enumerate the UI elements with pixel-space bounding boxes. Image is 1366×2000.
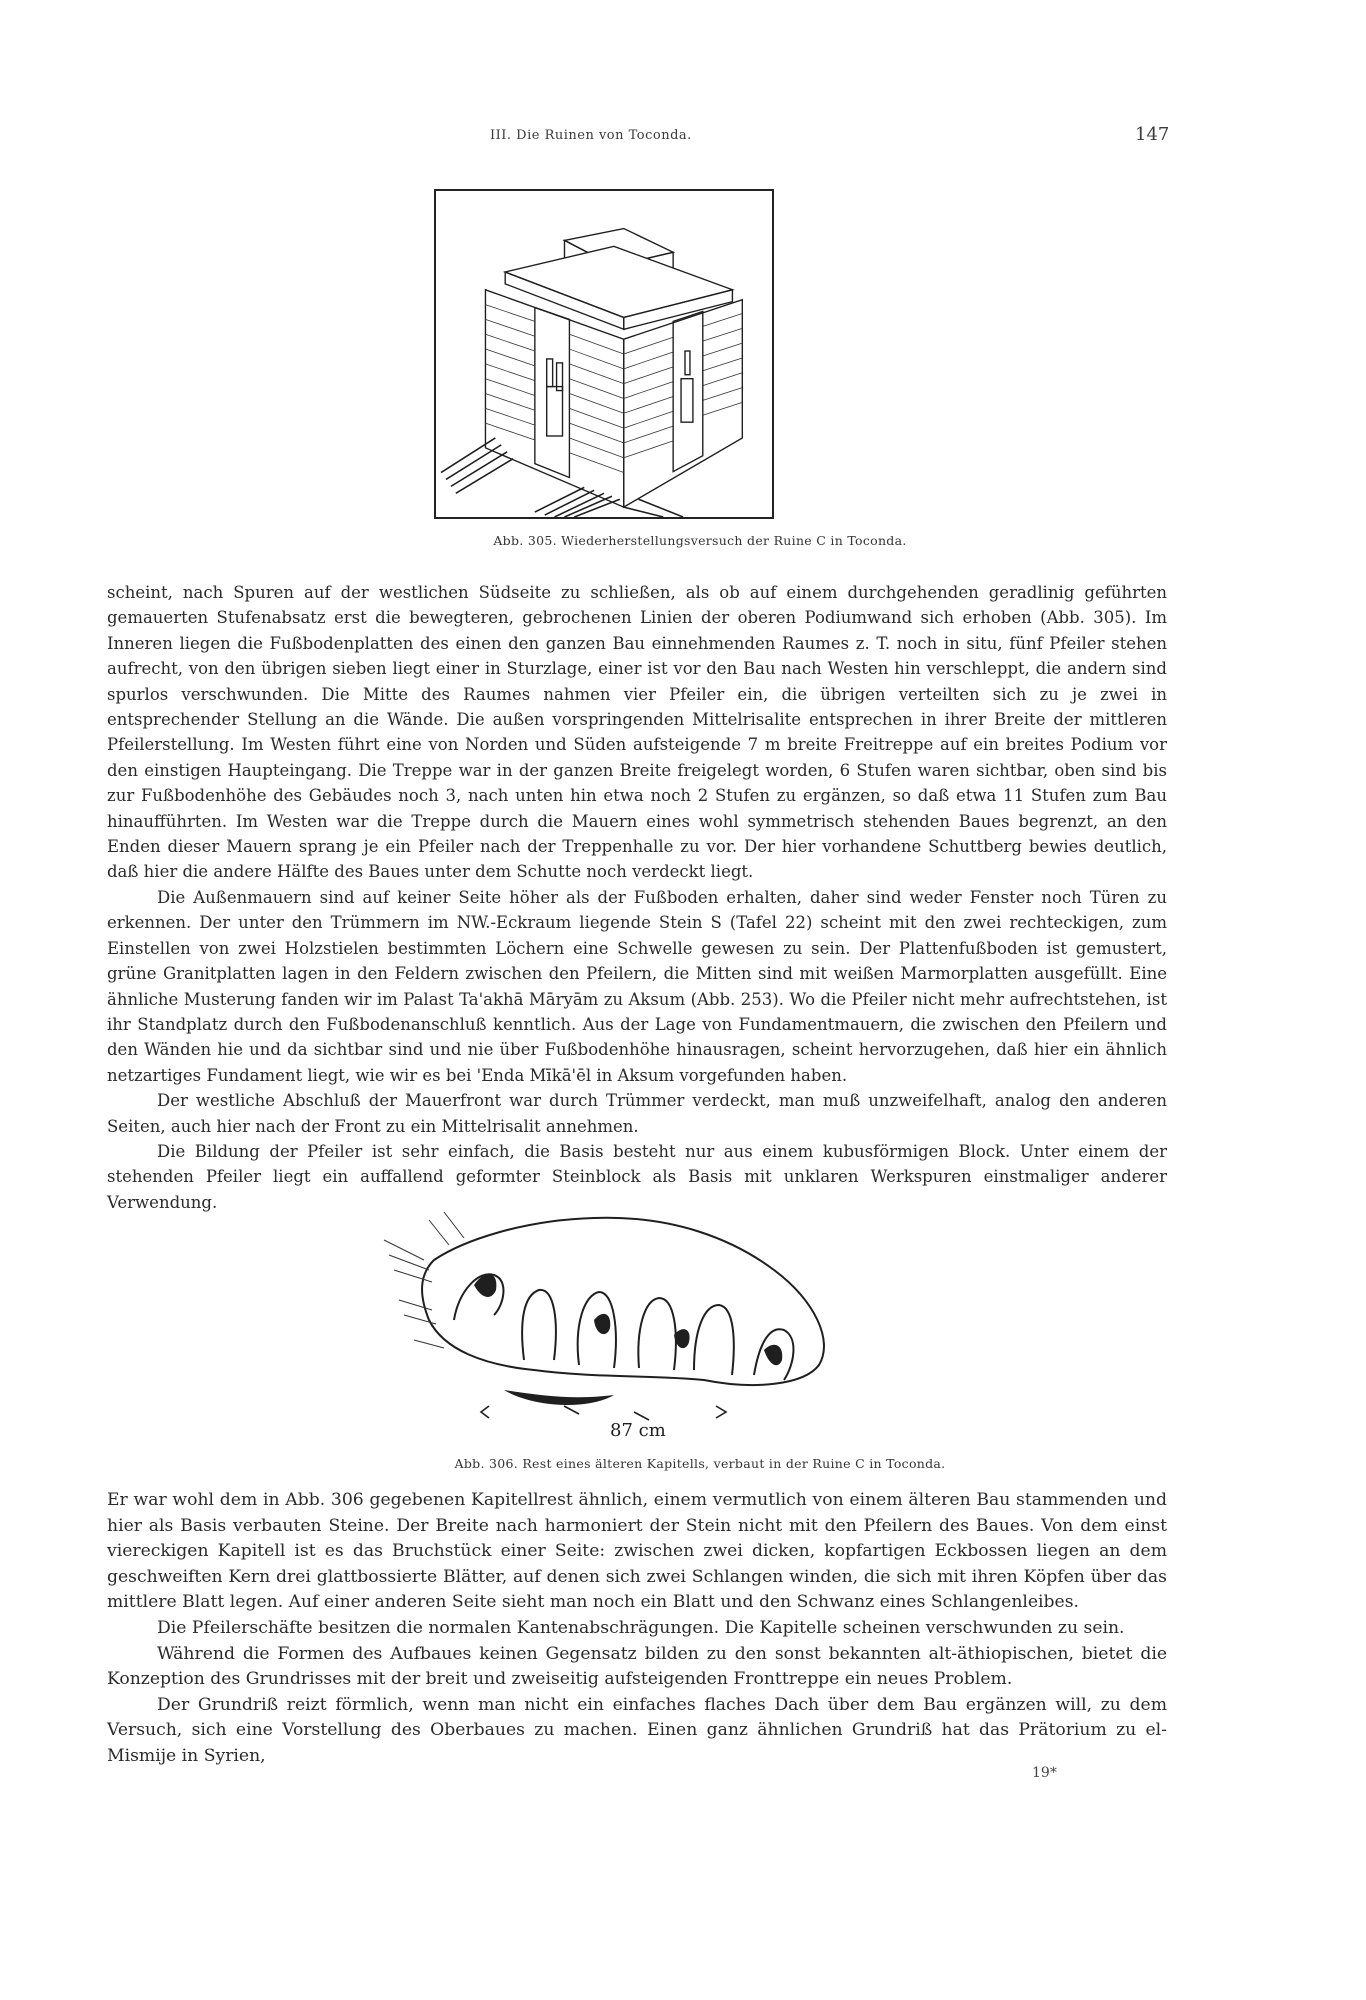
figure-306-sketch (374, 1200, 844, 1440)
signature-mark: 19* (1032, 1765, 1057, 1781)
scale-label: 87 cm (610, 1420, 666, 1440)
capital-fragment-illustration (374, 1200, 844, 1440)
body-text-lower (107, 1488, 1167, 1770)
figure-305-drawing (434, 189, 774, 519)
paragraph: Während die Formen des Aufbaues keinen Gegensatz bilden zu den sonst bekannten alt-äthiopischen, bietet die Konzeption des Grundrisses mit der breit und zweiseitig aufsteigenden Fronttreppe ein neues Problem. (107, 1643, 1167, 1690)
building-reconstruction-illustration (436, 191, 772, 517)
paragraph: Er war wohl dem in Abb. 306 gegebenen Kapitellrest ähnlich, einem vermutlich von einem älteren Bau stammenden und hier als Basis verbauten Steine. Der Breite nach harmoniert der Stein nicht mit den Pfeilern des Baues. Von dem einst viereckigen Kapitell ist es das Bruchstück einer Seite: zwischen zwei dicken, kopfartigen Eckbossen liegen an dem geschweiften Kern drei glattbossierte Blätter, auf denen sich zwei Schlangen winden, die sich mit ihren Köpfen über das mittlere Blatt legen. Auf einer anderen Seite sieht man noch ein Blatt und den Schwanz eines Schlangenleibes. (107, 1490, 1167, 1613)
paragraph: Die Pfeilerschäfte besitzen die normalen Kantenabschrägungen. Die Kapitelle scheinen verschwunden zu sein. (157, 1617, 1125, 1638)
paragraph: Die Bildung der Pfeiler ist sehr einfach, die Basis besteht nur aus einem kubusförmigen Block. Unter einem der stehenden Pfeiler liegt ein auffallend geformter Steinblock als Basis mit unklaren Werkspuren einstmaliger anderer Verwendung. (107, 1141, 1167, 1212)
body-text-upper (107, 580, 1167, 1215)
paragraph: Der westliche Abschluß der Mauerfront war durch Trümmer verdeckt, man muß unzweifelhaft, analog den anderen Seiten, auch hier nach der Front zu ein Mittelrisalit annehmen. (107, 1091, 1167, 1136)
page-number: 147 (1135, 124, 1170, 145)
paragraph: Der Grundriß reizt förmlich, wenn man nicht ein einfaches flaches Dach über dem Bau ergänzen will, zu dem Versuch, sich eine Vorstellung des Oberbaues zu machen. Einen ganz ähnlichen Grundriß hat das Prätorium zu el-Mismije in Syrien, (107, 1694, 1167, 1766)
figure-306-caption: Abb. 306. Rest eines älteren Kapitells, verbaut in der Ruine C in Toconda. (454, 1456, 946, 1471)
paragraph: Die Außenmauern sind auf keiner Seite höher als der Fußboden erhalten, daher sind weder Fenster noch Türen zu erkennen. Der unter den Trümmern im NW.-Eckraum liegende Stein S (Tafel 22) scheint mit den zwei rechteckigen, zum Einstellen von zwei Holzstielen bestimmten Löchern eine Schwelle gewesen zu sein. Der Plattenfußboden ist gemustert, grüne Granitplatten lagen in den Feldern zwischen den Pfeilern, die Mitten sind mit weißen Marmorplatten ausgefüllt. Eine ähnliche Musterung fanden wir im Palast Ta'akhā Māryām zu Aksum (Abb. 253). Wo die Pfeiler nicht mehr aufrechtstehen, ist ihr Standplatz durch den Fußbodenanschluß kenntlich. Aus der Lage von Fundamentmauern, die zwischen den Pfeilern und den Wänden hie und da sichtbar sind und nie über Fußbodenhöhe hinausragen, scheint hervorzugehen, daß hier ein ähnlich netzartiges Fundament liegt, wie wir es bei 'Enda Mīkā'ēl in Aksum vorgefunden haben. (107, 887, 1167, 1085)
running-head: III. Die Ruinen von Toconda. (490, 128, 692, 143)
paragraph: scheint, nach Spuren auf der westlichen Südseite zu schließen, als ob auf einem durchgehenden geradlinig geführten gemauerten Stufenabsatz erst die bewegteren, gebrochenen Linien der oberen Podiumwand sich erhoben (Abb. 305). Im Inneren liegen die Fußbodenplatten des einen den ganzen Bau einnehmenden Raumes z. T. noch in situ, fünf Pfeiler stehen aufrecht, von den übrigen sieben liegt einer in Sturzlage, einer ist vor den Bau nach Westen hin verschleppt, die andern sind spurlos verschwunden. Die Mitte des Raumes nahmen vier Pfeiler ein, die übrigen verteilten sich zu je zwei in entsprechender Stellung an die Wände. Die außen vorspringenden Mittelrisalite entsprechen in ihrer Breite der mittleren Pfeilerstellung. Im Westen führt eine von Norden und Süden aufsteigende 7 m breite Freitreppe auf ein breites Podium vor den einstigen Haupteingang. Die Treppe war in der ganzen Breite freigelegt worden, 6 Stufen waren sichtbar, oben sind bis zur Fußbodenhöhe des Gebäudes noch 3, nach unten hin etwa noch 2 Stufen zu ergänzen, so daß etwa 11 Stufen zum Bau hinaufführten. Im Westen war die Treppe durch die Mauern eines wohl symmetrisch stehenden Baues begrenzt, an den Enden dieser Mauern sprang je ein Pfeiler nach der Treppenhalle zu vor. Der hier vorhandene Schuttberg bewies deutlich, daß hier die andere Hälfte des Baues unter dem Schutte noch verdeckt liegt. (107, 583, 1167, 882)
figure-305-caption: Abb. 305. Wiederherstellungsversuch der Ruine C in Toconda. (493, 533, 907, 548)
